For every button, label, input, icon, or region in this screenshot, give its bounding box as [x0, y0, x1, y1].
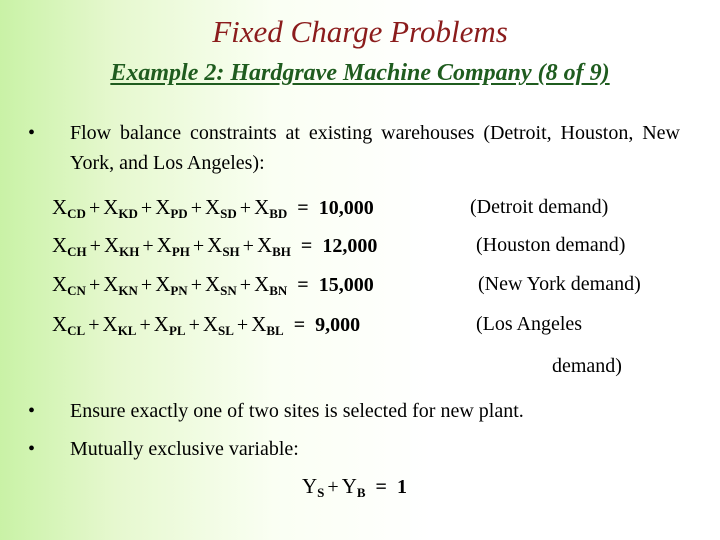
- variable-subscript: SL: [218, 323, 234, 338]
- equation-note: (Los Angeles: [476, 313, 583, 335]
- variable: $X_{CH}$: [52, 233, 87, 259]
- variable: $X_{PH}$: [156, 233, 190, 259]
- variable-subscript: PN: [170, 283, 188, 298]
- equation-rhs: 9,000: [315, 314, 361, 336]
- plus-sign: +: [142, 235, 154, 257]
- variable-subscript: S: [317, 485, 325, 500]
- variable-subscript: KL: [117, 323, 137, 338]
- equation-lhs: [302, 476, 366, 498]
- variable-subscript: BN: [269, 283, 288, 298]
- bullet-text: Mutually exclusive variable:: [70, 438, 299, 460]
- variable-subscript: SN: [220, 283, 237, 298]
- plus-sign: +: [239, 274, 252, 296]
- slide-title: Fixed Charge Problems: [212, 14, 508, 49]
- variable: $X_{KL}$: [102, 312, 137, 338]
- equation-rhs: 15,000: [318, 274, 374, 296]
- variable: $X_{BN}$: [254, 272, 288, 298]
- equation-los-angeles: [52, 310, 583, 339]
- variable-subscript: BH: [272, 244, 291, 259]
- variable: $X_{SN}$: [204, 272, 237, 298]
- variable-subscript: CD: [67, 206, 86, 221]
- slide-subtitle: Example 2: Hardgrave Machine Company (8 of 9): [110, 60, 610, 86]
- variable: $X_{BL}$: [251, 312, 284, 338]
- variable-subscript: BL: [266, 323, 284, 338]
- variable: $X_{KN}$: [103, 272, 138, 298]
- variable: $X_{KD}$: [103, 195, 138, 221]
- variable: $X_{BD}$: [254, 195, 288, 221]
- variable-subscript: PH: [171, 244, 190, 259]
- plus-sign: +: [327, 476, 339, 498]
- equation-note: (New York demand): [478, 273, 641, 295]
- variable: $X_{SL}$: [202, 312, 234, 338]
- variable: $X_{PN}$: [155, 272, 188, 298]
- variable-subscript: KH: [119, 244, 140, 259]
- bullet-text: Flow balance constraints at existing warehouses (Detroit, Houston, New York, and Los Angeles):: [70, 122, 680, 174]
- equals-sign: =: [300, 235, 313, 257]
- variable: $Y_S$: [302, 474, 325, 500]
- variable: $Y_B$: [341, 474, 366, 500]
- variable: $X_{CL}$: [52, 312, 86, 338]
- plus-sign: +: [88, 197, 101, 219]
- variable: $X_{CN}$: [52, 272, 86, 298]
- variable-subscript: BD: [269, 206, 288, 221]
- equation-detroit: [52, 193, 609, 222]
- plus-sign: +: [236, 314, 249, 336]
- plus-sign: +: [239, 197, 252, 219]
- variable-subscript: PL: [168, 323, 186, 338]
- plus-sign: +: [190, 197, 202, 219]
- equation-lhs: [52, 310, 284, 339]
- variable-subscript: SH: [222, 244, 240, 259]
- variable-subscript: CN: [67, 283, 86, 298]
- variable: $X_{SH}$: [207, 233, 240, 259]
- variable-subscript: CL: [67, 323, 86, 338]
- equals-sign: =: [293, 314, 306, 336]
- variable-subscript: PD: [170, 206, 188, 221]
- equation-note: (Houston demand): [476, 234, 626, 256]
- bullet-flow-balance: [24, 118, 680, 178]
- plus-sign: +: [190, 274, 202, 296]
- equation-lhs: [52, 193, 287, 222]
- bullet-site-selection: [24, 396, 524, 426]
- variable-subscript: KD: [118, 206, 138, 221]
- variable-subscript: B: [356, 485, 366, 500]
- bullet-text: Ensure exactly one of two sites is selected for new plant.: [70, 400, 524, 422]
- equation-lhs: [52, 270, 287, 299]
- plus-sign: +: [192, 235, 205, 257]
- plus-sign: +: [140, 274, 153, 296]
- variable: $X_{BH}$: [256, 233, 291, 259]
- variable: $X_{CD}$: [52, 195, 86, 221]
- equation-rhs: 12,000: [322, 235, 378, 257]
- variable: $X_{PD}$: [155, 195, 188, 221]
- plus-sign: +: [88, 314, 100, 336]
- plus-sign: +: [88, 274, 101, 296]
- equation-new-york: [52, 270, 641, 299]
- variable: $X_{SD}$: [204, 195, 237, 221]
- equation-mutex: [302, 474, 407, 499]
- equals-sign: =: [297, 274, 309, 296]
- equation-rhs: 1: [396, 476, 407, 498]
- plus-sign: +: [140, 197, 153, 219]
- plus-sign: +: [188, 314, 200, 336]
- plus-sign: +: [242, 235, 254, 257]
- equals-sign: =: [297, 197, 309, 219]
- equation-note: (Detroit demand): [470, 196, 609, 218]
- equation-houston: [52, 231, 626, 260]
- variable-subscript: CH: [67, 244, 87, 259]
- bullet-dot: •: [28, 122, 36, 144]
- variable-subscript: KN: [118, 283, 138, 298]
- plus-sign: +: [139, 314, 151, 336]
- bullet-dot: •: [28, 400, 36, 422]
- variable-subscript: SD: [220, 206, 237, 221]
- variable: $X_{KH}$: [103, 233, 140, 259]
- plus-sign: +: [89, 235, 101, 257]
- equation-rhs: 10,000: [318, 197, 374, 219]
- bullet-mutex: [24, 434, 299, 464]
- bullet-dot: •: [28, 438, 36, 460]
- variable: $X_{PL}$: [153, 312, 186, 338]
- equals-sign: =: [375, 476, 387, 498]
- equation-lhs: [52, 231, 291, 260]
- equation-note-continuation: demand): [552, 355, 622, 377]
